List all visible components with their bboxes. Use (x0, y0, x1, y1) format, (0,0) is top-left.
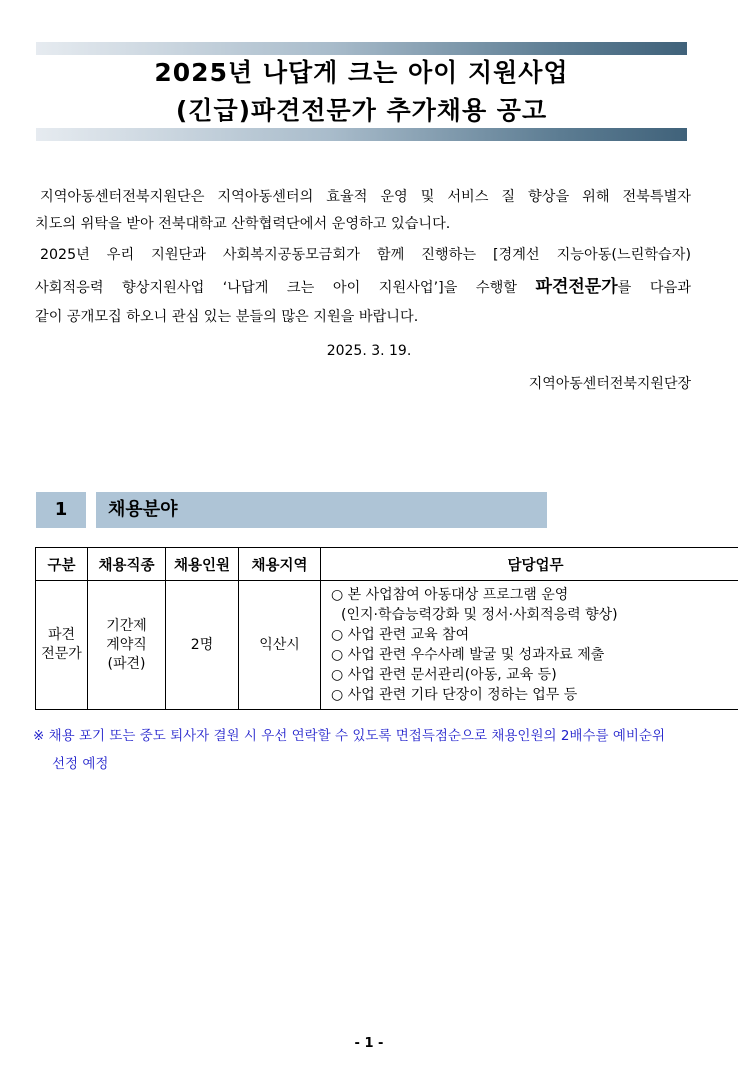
recruitment-table (35, 547, 738, 710)
header-job-type: 채용직종 (88, 548, 166, 581)
reserve-note-line1: ※ 채용 포기 또는 중도 퇴사자 결원 시 우선 연락할 수 있도록 면접득점순으로 채용인원의 2배수를 예비순위 (33, 728, 665, 744)
duty-item: ○ 사업 관련 기타 단장이 정하는 업무 등 (331, 687, 578, 703)
reserve-note (33, 722, 693, 778)
job-type-line: (파견) (107, 655, 146, 672)
duty-item: ○ 본 사업참여 아동대상 프로그램 운영 (331, 587, 569, 603)
page-title-line2: (긴급)파견전문가 추가채용 공고 (175, 96, 548, 125)
reserve-note-line2: 선정 예정 (52, 756, 109, 772)
header-duties: 담당업무 (321, 548, 738, 581)
intro-p2-line2-before: 사회적응력 향상지원사업 ‘나답게 크는 아이 지원사업’]을 수행할 (35, 280, 536, 296)
intro-p2-line2-after: 를 다음과 (617, 280, 691, 296)
job-type-line: 계약직 (106, 636, 147, 653)
intro-paragraph-2 (35, 245, 691, 327)
category-line: 전문가 (41, 646, 82, 662)
section-number: 1 (36, 492, 86, 528)
table-row (36, 581, 738, 710)
page-title-line1: 2025년 나답게 크는 아이 지원사업 (154, 58, 569, 87)
category-line: 파견 (47, 627, 76, 643)
intro-p1-line2: 치도의 위탁을 받아 전북대학교 산학협력단에서 운영하고 있습니다. (35, 216, 451, 232)
duty-item: ○ 사업 관련 우수사례 발굴 및 성과자료 제출 (331, 647, 605, 663)
highlight-role: 파견전문가 (535, 277, 618, 297)
intro-p2-line2 (35, 275, 691, 299)
announcement-date: 2025. 3. 19. (326, 343, 412, 359)
intro-p2-line3: 같이 공개모집 하오니 관심 있는 분들의 많은 지원을 바랍니다. (35, 309, 419, 325)
cell-region: 익산시 (239, 581, 321, 710)
cell-job-type (88, 581, 166, 710)
intro-p2-line1: 2025년 우리 지원단과 사회복지공동모금회가 함께 진행하는 [경계선 지능아동(느린학습자) (40, 247, 691, 263)
title-top-bar (36, 42, 687, 55)
intro-paragraph-1 (35, 187, 691, 234)
header-headcount: 채용인원 (166, 548, 239, 581)
header-region: 채용지역 (239, 548, 321, 581)
cell-duties (321, 581, 738, 710)
section-title: 채용분야 (96, 492, 547, 528)
cell-category (36, 581, 88, 710)
duty-item-detail: (인지·학습능력강화 및 정서·사회적응력 향상) (341, 607, 618, 623)
duty-item: ○ 사업 관련 문서관리(아동, 교육 등) (331, 667, 557, 683)
duty-item: ○ 사업 관련 교육 참여 (331, 627, 470, 643)
job-type-line: 기간제 (106, 617, 147, 634)
title-bottom-bar (36, 128, 687, 141)
header-category: 구분 (36, 548, 88, 581)
cell-headcount: 2명 (166, 581, 239, 710)
intro-p1-line1: 지역아동센터전북지원단은 지역아동센터의 효율적 운영 및 서비스 질 향상을 위해 전북특별자 (40, 189, 691, 205)
page-number: - 1 - (354, 1036, 384, 1051)
table-header-row (36, 548, 738, 581)
issuing-organization: 지역아동센터전북지원단장 (528, 376, 691, 392)
